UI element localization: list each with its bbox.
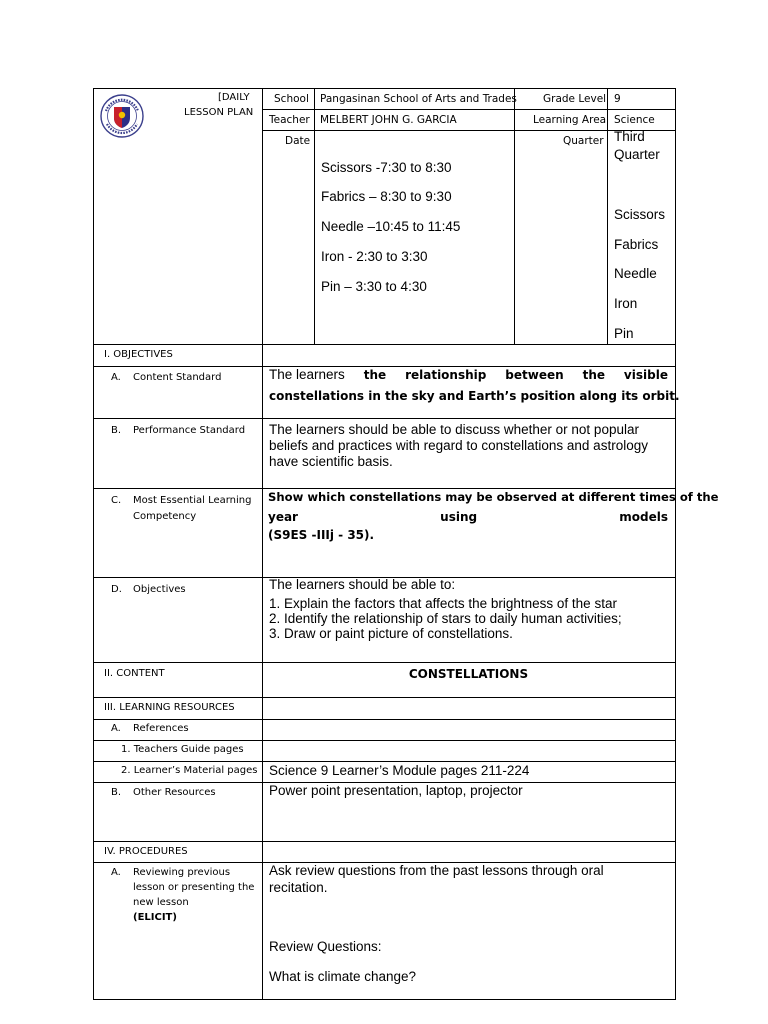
content-standard-label: Content Standard: [133, 372, 222, 383]
rule: [93, 697, 676, 698]
school-value: Pangasinan School of Arts and Trades: [320, 93, 517, 105]
objective-item: 2. Identify the relationship of stars to daily human activities;: [269, 611, 622, 626]
rule: [93, 761, 676, 762]
teacher-label: Teacher: [269, 114, 310, 126]
section-name: Scissors: [614, 207, 666, 222]
quarter-value-line-1: Third: [614, 129, 645, 144]
content-standard-word: visible: [623, 368, 668, 382]
melc-label-1: Most Essential Learning: [133, 495, 252, 506]
content-standard-word: between: [505, 368, 564, 382]
title-line-1: [DAILY: [218, 92, 250, 103]
melc-word: year: [268, 510, 298, 524]
quarter-label: Quarter: [563, 135, 604, 147]
school-label: School: [274, 93, 309, 105]
section-name: Pin: [614, 326, 634, 341]
rule: [262, 88, 263, 344]
melc-word: using: [440, 510, 478, 524]
references-label: References: [133, 723, 189, 734]
content-value: CONSTELLATIONS: [408, 667, 529, 681]
content-standard-word: the: [363, 368, 387, 382]
objectives-intro: The learners should be able to:: [269, 577, 456, 592]
content-standard-word: the: [582, 368, 605, 382]
procedures-heading: IV. PROCEDURES: [104, 846, 188, 857]
references-letter: A.: [111, 723, 121, 734]
grade-level-label: Grade Level: [543, 93, 607, 105]
other-resources-value: Power point presentation, laptop, projector: [269, 783, 523, 798]
melc-label-2: Competency: [133, 511, 197, 522]
objective-item: 1. Explain the factors that affects the brightness of the star: [269, 596, 617, 611]
objectives-letter: D.: [111, 584, 122, 595]
rule: [93, 88, 94, 1000]
content-standard-line-2: constellations in the sky and Earth’s position along its orbit.: [269, 389, 680, 403]
section-name: Fabrics: [614, 237, 659, 252]
rule: [93, 719, 676, 720]
learning-area-value: Science: [614, 114, 655, 126]
objectives-label: Objectives: [133, 584, 186, 595]
schedule-item: Fabrics – 8:30 to 9:30: [321, 189, 452, 204]
content-heading: II. CONTENT: [104, 668, 165, 679]
other-resources-letter: B.: [111, 787, 122, 798]
grade-level-value: 9: [614, 93, 621, 105]
melc-code: (S9ES -IIIj - 35).: [268, 528, 375, 542]
rule: [262, 109, 675, 110]
rule: [514, 88, 515, 344]
learning-area-label: Learning Area: [533, 114, 607, 126]
procedure-a-label: Reviewing previous: [133, 867, 231, 878]
schedule-item: Iron - 2:30 to 3:30: [321, 249, 428, 264]
rule: [93, 841, 676, 842]
learners-material-label: 2. Learner’s Material pages: [121, 765, 258, 776]
rule: [675, 88, 676, 1000]
content-standard-letter: A.: [111, 372, 121, 383]
melc-line-1: Show which constellations may be observed at different times of the: [268, 490, 719, 504]
melc-word: models: [619, 510, 668, 524]
procedure-a-letter: A.: [111, 867, 121, 878]
learners-material-value: Science 9 Learner’s Module pages 211-224: [269, 763, 530, 778]
melc-letter: C.: [111, 495, 122, 506]
content-standard-lead: The learners: [269, 367, 345, 382]
schedule-item: Needle –10:45 to 11:45: [321, 219, 461, 234]
rule: [93, 344, 676, 345]
title-line-2: LESSON PLAN: [184, 107, 254, 118]
rule: [93, 88, 676, 89]
review-questions-heading: Review Questions:: [269, 939, 382, 954]
deped-seal-logo: [96, 94, 148, 138]
procedure-a-label: new lesson: [133, 897, 189, 908]
performance-standard-text: The learners should be able to discuss whether or not popular beliefs and practices with regard to constellations and astrology have scientific basis.: [269, 422, 648, 469]
rule: [607, 88, 608, 344]
teacher-value: MELBERT JOHN G. GARCIA: [320, 114, 457, 126]
schedule-item: Pin – 3:30 to 4:30: [321, 279, 427, 294]
review-question: What is climate change?: [269, 969, 417, 984]
procedure-a-label: lesson or presenting the: [133, 882, 255, 893]
learning-resources-heading: III. LEARNING RESOURCES: [104, 702, 235, 713]
rule: [93, 418, 676, 419]
melc-line-2: [268, 510, 668, 524]
rule: [93, 662, 676, 663]
performance-standard-label: Performance Standard: [133, 425, 246, 436]
performance-standard-letter: B.: [111, 425, 122, 436]
section-name: Iron: [614, 296, 638, 311]
rule: [93, 999, 676, 1000]
section-name: Needle: [614, 266, 657, 281]
date-label: Date: [285, 135, 311, 147]
procedure-a-text-1: Ask review questions from the past lessons through oral: [269, 863, 604, 878]
rule: [93, 740, 676, 741]
rule: [93, 488, 676, 489]
objectives-heading: I. OBJECTIVES: [104, 349, 173, 360]
schedule-item: Scissors -7:30 to 8:30: [321, 160, 452, 175]
rule: [314, 88, 315, 344]
objective-item: 3. Draw or paint picture of constellations.: [269, 626, 513, 641]
content-standard-line-1: [269, 367, 668, 385]
procedure-a-tag: (ELICIT): [133, 912, 177, 923]
other-resources-label: Other Resources: [133, 787, 216, 798]
quarter-value-line-2: Quarter: [614, 147, 660, 162]
teachers-guide-label: 1. Teachers Guide pages: [121, 744, 244, 755]
content-standard-word: relationship: [405, 368, 487, 382]
procedure-a-text-2: recitation.: [269, 880, 328, 895]
